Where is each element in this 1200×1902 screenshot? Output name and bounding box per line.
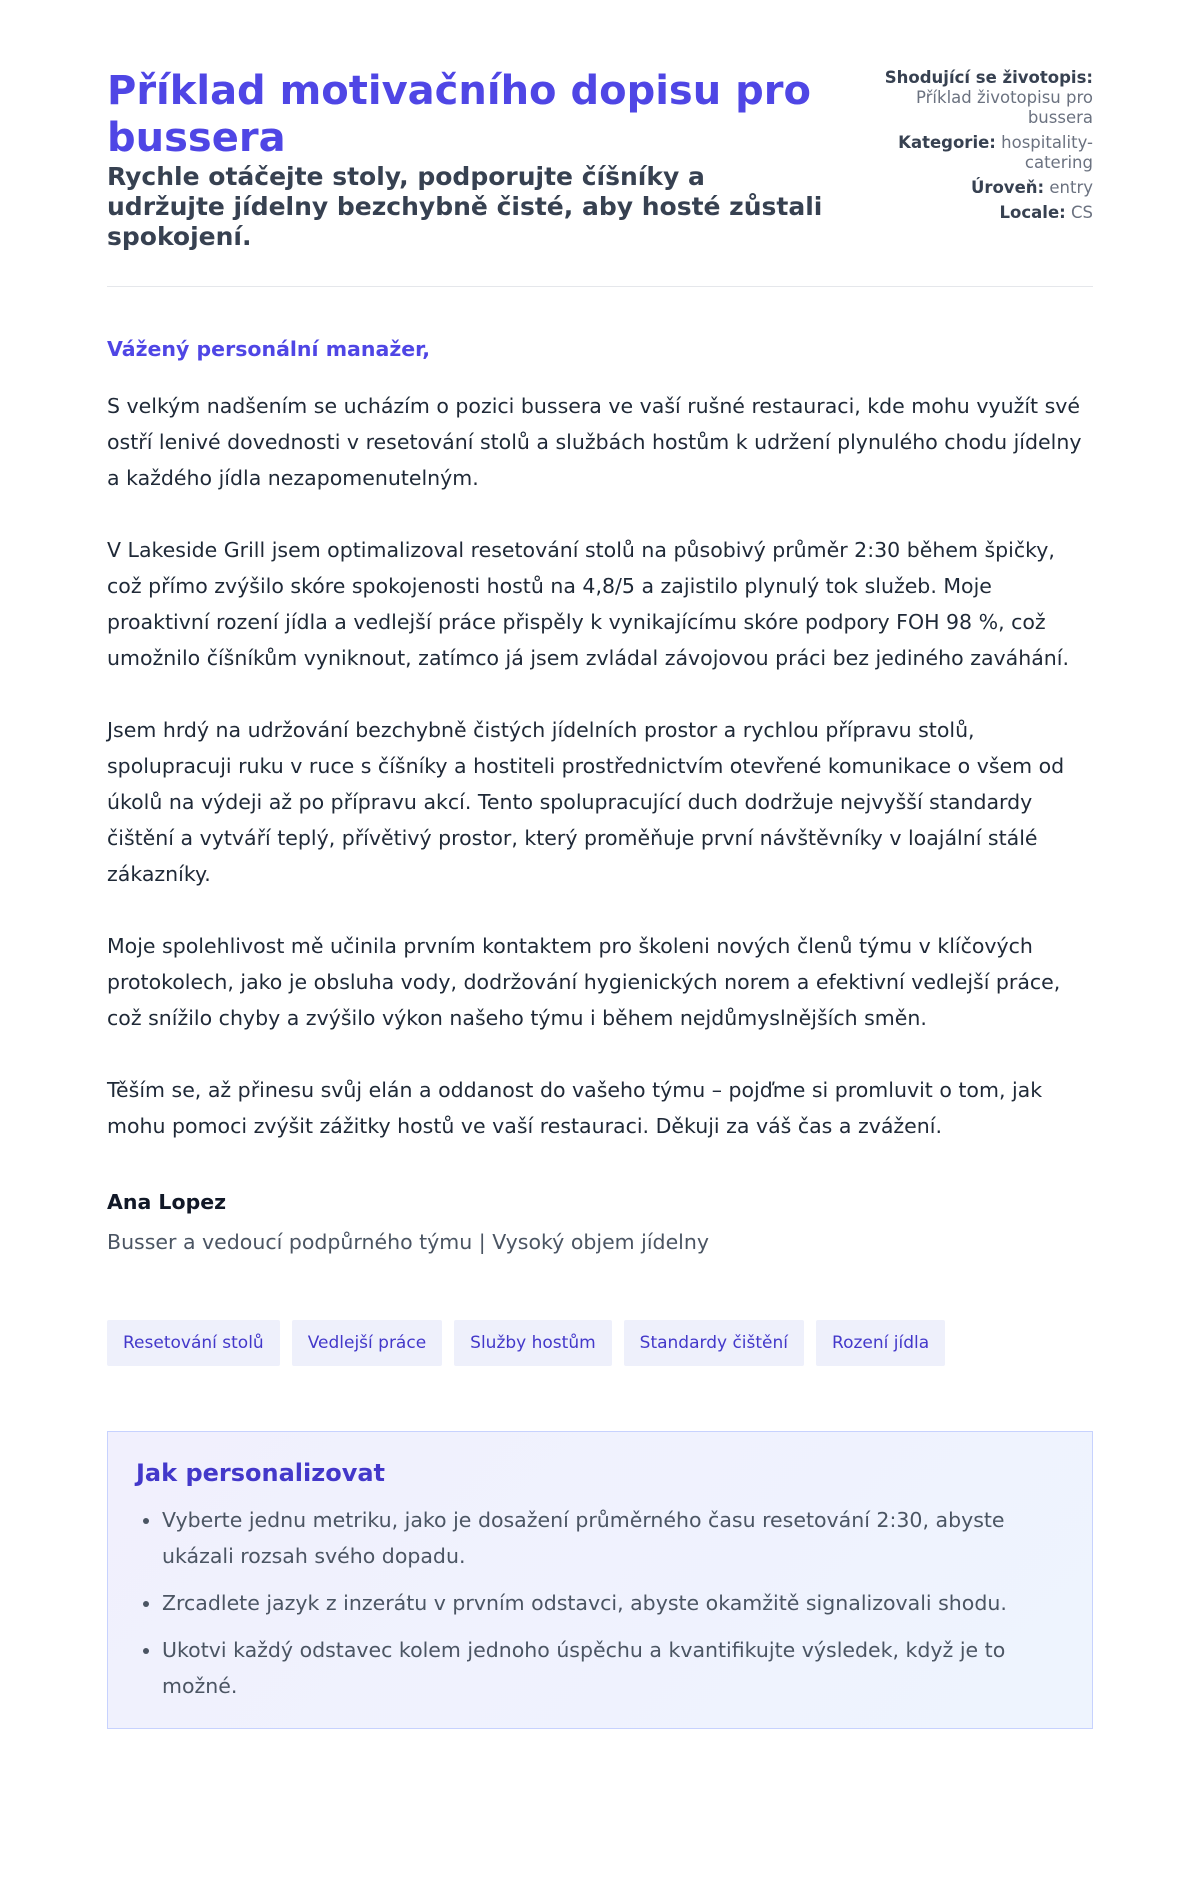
letter-paragraph: Těším se, až přinesu svůj elán a oddanost do vašeho týmu – pojďme si promluvit o tom, jak mohu pomoci zvýšit zážitky hostů ve vaší restauraci. Děkuji za váš čas a zvážení. [107, 1078, 1043, 1138]
page-title: Příklad motivačního dopisu pro bussera [107, 68, 811, 161]
letter-paragraph: Moje spolehlivost mě učinila prvním kontaktem pro školeni nových členů týmu v klíčových protokolech, jako je obsluha vody, dodržování hygienických norem a efektivní vedlejší práce, což snížilo chyby a zvýšilo výkon našeho týmu i během nejdůmyslnějších směn. [107, 934, 1061, 1030]
meta-level-label: Úroveň: [970, 178, 1045, 197]
letter-paragraph: V Lakeside Grill jsem optimalizoval resetování stolů na působivý průměr 2:30 během špičky, což přímo zvýšilo skóre spokojenosti hostů na 4,8/5 a zajistilo plynulý tok služeb. Moje proaktivní rození jídla a vedlejší práce přispěly k vynikajícímu skóre podpory FOH 98 %, což umožnilo číšníkům vyniknout, zatímco já jsem zvládal závojovou práci bez jediného zaváhání. [107, 538, 1069, 670]
tip-item: • Zrcadlete jazyk z inzerátu v prvním odstavci, abyste okamžitě signalizovali shodu. [162, 1585, 1064, 1621]
meta-panel [863, 68, 1093, 228]
meta-level-value: entry [1049, 178, 1093, 197]
signature-block [107, 1188, 1093, 1256]
meta-locale-label: Locale: [999, 203, 1066, 222]
skill-tag: Standardy čištění [624, 1320, 804, 1366]
skill-tag: Vedlejší práce [292, 1320, 442, 1366]
header-titles [107, 68, 827, 252]
meta-category [863, 133, 1093, 173]
personalize-tips-box [107, 1431, 1093, 1729]
skill-tag: Resetování stolů [107, 1320, 280, 1366]
signature-role: Busser a vedoucí podpůrného týmu | Vysoký objem jídelny [107, 1230, 709, 1254]
tips-list [136, 1502, 1064, 1704]
skill-tag: Služby hostům [454, 1320, 612, 1366]
letter-salutation: Vážený personální manažer, [107, 337, 431, 361]
skill-tag: Rození jídla [816, 1320, 945, 1366]
tips-title: Jak personalizovat [136, 1459, 386, 1487]
letter-paragraph: S velkým nadšením se ucházím o pozici bussera ve vaší rušné restauraci, kde mohu využít své ostří lenivé dovednosti v resetování stolů a službách hostům k udržení plynulého chodu jídelny a každého jídla nezapomenutelným. [107, 394, 1082, 490]
meta-locale-value: CS [1071, 203, 1093, 222]
tip-item: • Ukotvi každý odstavec kolem jednoho úspěchu a kvantifikujte výsledek, když je to možné. [162, 1632, 1064, 1704]
meta-resume-value: Příklad životopisu pro bussera [915, 88, 1093, 127]
meta-level [863, 178, 1093, 198]
page-header [107, 68, 1093, 287]
letter-body [107, 335, 1093, 1256]
meta-resume-label: Shodující se životopis: [884, 68, 1093, 87]
meta-locale [863, 203, 1093, 223]
tip-item: • Vyberte jednu metriku, jako je dosažení průměrného času resetování 2:30, abyste ukázali rozsah svého dopadu. [162, 1502, 1064, 1574]
page-subtitle: Rychle otáčejte stoly, podporujte číšníky a udržujte jídelny bezchybně čisté, aby hosté zůstali spokojení. [107, 162, 823, 251]
letter-paragraph: Jsem hrdý na udržování bezchybně čistých jídelních prostor a rychlou přípravu stolů, spolupracuji ruku v ruce s číšníky a hostiteli prostřednictvím otevřené komunikace o všem od úkolů na výdeji až po přípravu akcí. Tento spolupracující duch dodržuje nejvyšší standardy čištění a vytváří teplý, přívětivý prostor, který proměňuje první návštěvníky v loajální stálé zákazníky. [107, 718, 1065, 886]
signature-name: Ana Lopez [107, 1190, 227, 1214]
meta-category-value: hospitality-catering [1001, 133, 1093, 172]
skill-tags [107, 1320, 1093, 1366]
meta-category-label: Kategorie: [898, 133, 996, 152]
meta-resume [863, 68, 1093, 128]
